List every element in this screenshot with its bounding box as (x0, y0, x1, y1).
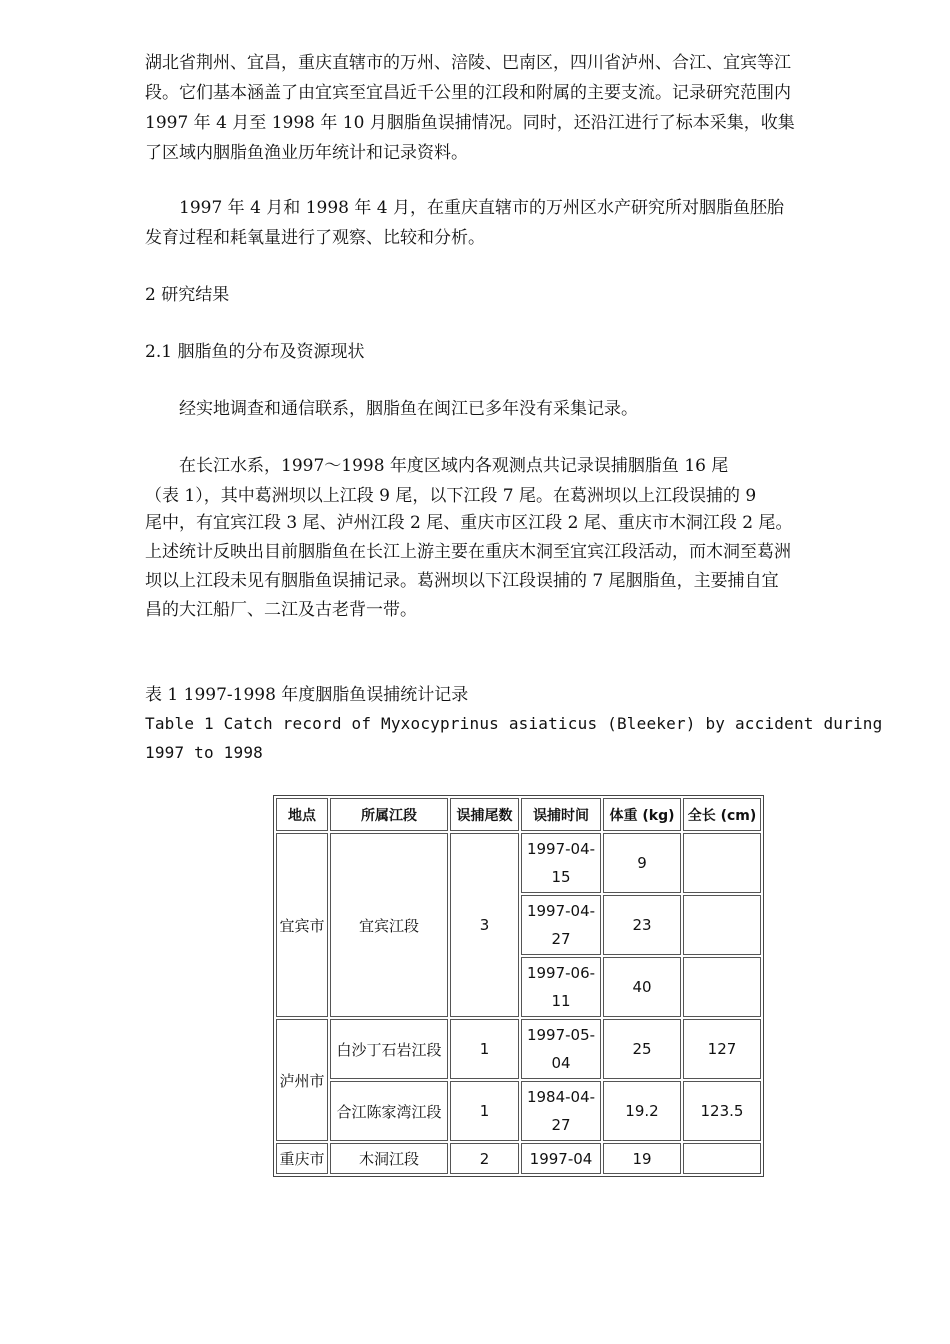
paragraph-line: （表 1），其中葛洲坝以上江段 9 尾，以下江段 7 尾。在葛洲坝以上江段误捕的 9 (145, 486, 757, 506)
table-caption-cn: 表 1 1997-1998 年度胭脂鱼误捕统计记录 (145, 685, 469, 705)
cell-length (683, 1143, 761, 1174)
paragraph-line: 坝以上江段未见有胭脂鱼误捕记录。葛洲坝以下江段误捕的 7 尾胭脂鱼，主要捕自宜 (145, 571, 779, 591)
cell-date: 1997-04-27 (521, 895, 601, 955)
paragraph-line: 发育过程和耗氧量进行了观察、比较和分析。 (145, 228, 485, 248)
cell-weight: 23 (603, 895, 681, 955)
paragraph-line: 湖北省荆州、宜昌，重庆直辖市的万州、涪陵、巴南区，四川省泸州、合江、宜宾等江 (145, 53, 791, 73)
cell-count: 1 (450, 1019, 519, 1079)
subsection-heading: 2.1 胭脂鱼的分布及资源现状 (145, 342, 365, 362)
paragraph-line: 1997 年 4 月和 1998 年 4 月，在重庆直辖市的万州区水产研究所对胭脂鱼胚胎 (145, 198, 784, 218)
cell-weight: 19.2 (603, 1081, 681, 1141)
cell-date: 1997-04 (521, 1143, 601, 1174)
header-date: 误捕时间 (521, 798, 601, 831)
cell-date: 1997-05-04 (521, 1019, 601, 1079)
cell-length (683, 833, 761, 893)
table-header-row (276, 798, 761, 831)
cell-count: 3 (450, 833, 519, 1017)
cell-length (683, 895, 761, 955)
table-caption-en: Table 1 Catch record of Myxocyprinus asiaticus (Bleeker) by accident during (145, 714, 883, 733)
paragraph-line: 上述统计反映出目前胭脂鱼在长江上游主要在重庆木洞至宜宾江段活动，而木洞至葛洲 (145, 542, 791, 562)
paragraph-line: 尾中，有宜宾江段 3 尾、泸州江段 2 尾、重庆市区江段 2 尾、重庆市木洞江段 2 尾。 (145, 513, 793, 533)
header-section: 所属江段 (330, 798, 448, 831)
cell-date: 1997-04-15 (521, 833, 601, 893)
header-weight: 体重 (kg) (603, 798, 681, 831)
header-count: 误捕尾数 (450, 798, 519, 831)
header-place: 地点 (276, 798, 328, 831)
cell-weight: 25 (603, 1019, 681, 1079)
cell-length (683, 957, 761, 1017)
table-row (276, 1081, 761, 1141)
cell-section: 木洞江段 (330, 1143, 448, 1174)
cell-length: 123.5 (683, 1081, 761, 1141)
cell-section: 宜宾江段 (330, 833, 448, 1017)
cell-count: 1 (450, 1081, 519, 1141)
paragraph-line: 昌的大江船厂、二江及古老背一带。 (145, 600, 417, 620)
cell-length: 127 (683, 1019, 761, 1079)
cell-date: 1997-06-11 (521, 957, 601, 1017)
cell-weight: 9 (603, 833, 681, 893)
cell-place: 重庆市 (276, 1143, 328, 1174)
paragraph-line: 经实地调查和通信联系，胭脂鱼在闽江已多年没有采集记录。 (145, 399, 638, 419)
table-row (276, 833, 761, 893)
paragraph-line: 1997 年 4 月至 1998 年 10 月胭脂鱼误捕情况。同时，还沿江进行了标本采集，收集 (145, 113, 795, 133)
paragraph-line: 在长江水系，1997～1998 年度区域内各观测点共记录误捕胭脂鱼 16 尾 (145, 456, 729, 476)
cell-section: 白沙丁石岩江段 (330, 1019, 448, 1079)
cell-place: 泸州市 (276, 1019, 328, 1141)
cell-weight: 40 (603, 957, 681, 1017)
cell-weight: 19 (603, 1143, 681, 1174)
cell-count: 2 (450, 1143, 519, 1174)
cell-place: 宜宾市 (276, 833, 328, 1017)
paragraph-line: 段。它们基本涵盖了由宜宾至宜昌近千公里的江段和附属的主要支流。记录研究范围内 (145, 83, 791, 103)
paragraph-line: 了区域内胭脂鱼渔业历年统计和记录资料。 (145, 143, 468, 163)
cell-date: 1984-04-27 (521, 1081, 601, 1141)
section-heading: 2 研究结果 (145, 285, 230, 305)
table-row (276, 1143, 761, 1174)
table-row (276, 1019, 761, 1079)
catch-record-table (273, 795, 764, 1177)
header-length: 全长 (cm) (683, 798, 761, 831)
cell-section: 合江陈家湾江段 (330, 1081, 448, 1141)
table-caption-en-cont: 1997 to 1998 (145, 743, 263, 762)
